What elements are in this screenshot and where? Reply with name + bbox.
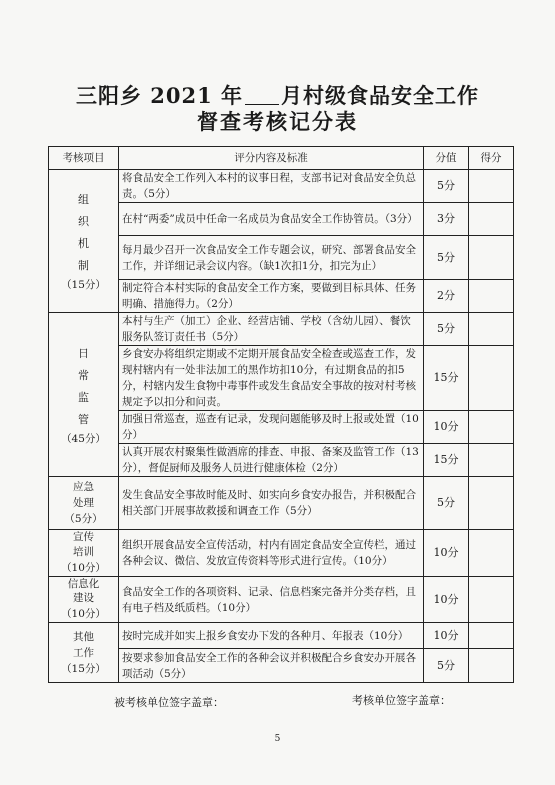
max-score-cell: 10分 <box>424 623 469 649</box>
header-score: 得分 <box>469 147 514 170</box>
max-score-cell: 5分 <box>424 313 469 346</box>
category-name: 其他工作 <box>73 630 94 659</box>
header-item: 考核项目 <box>49 147 119 170</box>
examiner-signature-label: 考核单位签字盖章： <box>352 694 451 707</box>
category-name: 宣传培训 <box>73 531 94 558</box>
score-input-cell[interactable] <box>469 411 514 444</box>
category-cell <box>49 577 119 623</box>
criteria-cell: 按要求参加食品安全工作的各种会议并积极配合乡食安办开展各项活动（5分） <box>119 649 424 683</box>
category-points: （45分） <box>61 432 106 445</box>
score-input-cell[interactable] <box>469 313 514 346</box>
category-cell <box>49 170 119 313</box>
table-row <box>49 170 514 203</box>
header-criteria: 评分内容及标准 <box>119 147 424 170</box>
criteria-cell: 认真开展农村聚集性做酒席的排查、申报、备案及监管工作（13分），督促厨师及服务人员进行健康体检（2分） <box>119 444 424 477</box>
examinee-signature-label: 被考核单位签字盖章： <box>114 696 224 709</box>
max-score-cell: 10分 <box>424 411 469 444</box>
category-name: 组织机制 <box>78 193 89 272</box>
max-score-cell: 15分 <box>424 346 469 411</box>
score-input-cell[interactable] <box>469 623 514 649</box>
criteria-cell: 在村“两委”成员中任命一名成员为食品安全工作协管员。（3分） <box>119 203 424 236</box>
category-name: 应急处理 <box>73 481 94 509</box>
table-row <box>49 236 514 280</box>
max-score-cell: 10分 <box>424 530 469 577</box>
header-max-score: 分值 <box>424 147 469 170</box>
table-row <box>49 313 514 346</box>
criteria-cell: 加强日常巡查，巡查有记录，发现问题能够及时上报或处置（10分） <box>119 411 424 444</box>
category-points: （10分） <box>61 608 106 620</box>
table-row <box>49 411 514 444</box>
max-score-cell: 5分 <box>424 649 469 683</box>
category-points: （10分） <box>61 562 106 574</box>
score-input-cell[interactable] <box>469 280 514 313</box>
table-row <box>49 280 514 313</box>
max-score-cell: 5分 <box>424 477 469 530</box>
score-input-cell[interactable] <box>469 649 514 683</box>
page-number: 5 <box>274 734 281 744</box>
category-cell <box>49 623 119 683</box>
criteria-cell: 按时完成并如实上报乡食安办下发的各种月、年报表（10分） <box>119 623 424 649</box>
table-row <box>49 477 514 530</box>
table-row <box>49 623 514 649</box>
document-title-line2: 督查考核记分表 <box>197 109 358 134</box>
category-points: （5分） <box>64 513 103 525</box>
max-score-cell: 5分 <box>424 236 469 280</box>
score-input-cell[interactable] <box>469 236 514 280</box>
title-rest-text: 月村级食品安全工作 <box>281 83 480 108</box>
category-points: （15分） <box>61 279 106 291</box>
category-name: 日常监管 <box>78 346 89 426</box>
score-input-cell[interactable] <box>469 346 514 411</box>
criteria-cell: 每月最少召开一次食品安全工作专题会议，研究、部署食品安全工作，并详细记录会议内容。（缺1次扣1分，扣完为止） <box>119 236 424 280</box>
criteria-cell: 乡食安办将组织定期或不定期开展食品安全检查或巡查工作，发现村辖内有一处非法加工的黑作坊扣10分，有过期食品的扣5分，村辖内发生食物中毒事件或发生食品安全事故的按对村考核规定予以扣分和问责。 <box>119 346 424 411</box>
criteria-cell: 本村与生产（加工）企业、经营店铺、学校（含幼儿园）、餐饮服务队签订责任书（5分） <box>119 313 424 346</box>
scoring-table <box>48 146 514 683</box>
max-score-cell: 3分 <box>424 203 469 236</box>
score-input-cell[interactable] <box>469 577 514 623</box>
category-points: （15分） <box>61 662 106 675</box>
table-row <box>49 530 514 577</box>
table-row <box>49 203 514 236</box>
criteria-cell: 将食品安全工作列入本村的议事日程，支部书记对食品安全负总责。（5分） <box>119 170 424 203</box>
category-name: 信息化建设 <box>67 578 100 604</box>
category-cell <box>49 477 119 530</box>
score-input-cell[interactable] <box>469 477 514 530</box>
table-row <box>49 649 514 683</box>
month-blank <box>245 86 279 105</box>
criteria-cell: 组织开展食品安全宣传活动，村内有固定食品安全宣传栏，通过各种会议、微信、发放宣传资料等形式进行宣传。（10分） <box>119 530 424 577</box>
table-row <box>49 577 514 623</box>
category-cell <box>49 313 119 477</box>
score-input-cell[interactable] <box>469 444 514 477</box>
table-row <box>49 444 514 477</box>
title-year-text: 三阳乡 2021 年 <box>75 83 244 108</box>
header-row <box>49 147 514 170</box>
category-cell <box>49 530 119 577</box>
criteria-cell: 食品安全工作的各项资料、记录、信息档案完备并分类存档，且有电子档及纸质档。（10分） <box>119 577 424 623</box>
score-input-cell[interactable] <box>469 170 514 203</box>
criteria-cell: 制定符合本村实际的食品安全工作方案，要做到目标具体、任务明确、措施得力。（2分） <box>119 280 424 313</box>
criteria-cell: 发生食品安全事故时能及时、如实向乡食安办报告，并积极配合相关部门开展事故救援和调查工作（5分） <box>119 477 424 530</box>
max-score-cell: 5分 <box>424 170 469 203</box>
max-score-cell: 2分 <box>424 280 469 313</box>
max-score-cell: 10分 <box>424 577 469 623</box>
max-score-cell: 15分 <box>424 444 469 477</box>
table-row <box>49 346 514 411</box>
score-input-cell[interactable] <box>469 203 514 236</box>
score-input-cell[interactable] <box>469 530 514 577</box>
